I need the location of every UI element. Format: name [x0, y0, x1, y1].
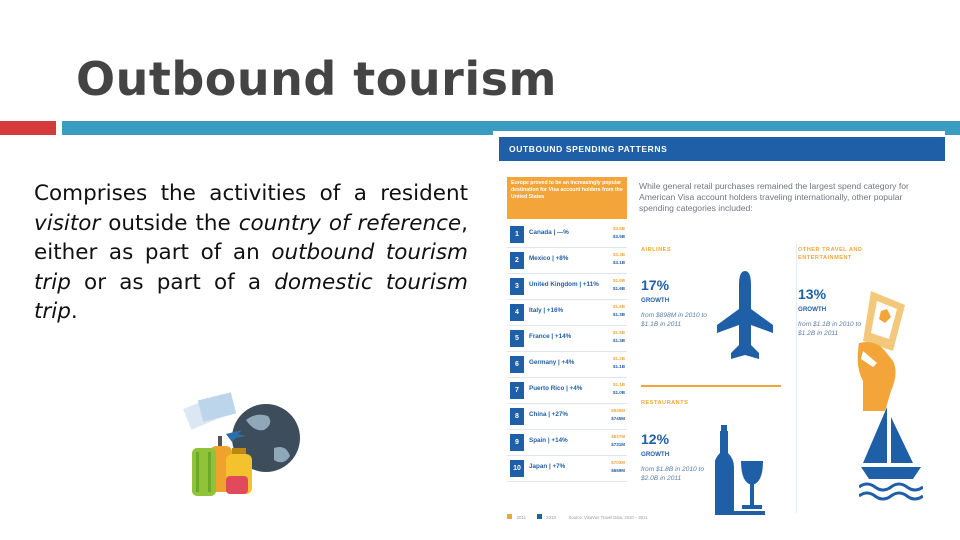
airlines-growth: GROWTH — [641, 297, 670, 304]
infographic-header: OUTBOUND SPENDING PATTERNS — [499, 137, 945, 161]
country-label: Mexico | +8% — [529, 255, 569, 262]
wine-bottle-glass-icon — [715, 425, 769, 517]
list-item — [507, 352, 627, 378]
rank-number: 6 — [510, 356, 524, 373]
value-2010: $1.3B — [612, 338, 625, 343]
intro-text: While general retail purchases remained the largest spend category for American Visa account holders traveling internationally, other popular spending categories included: — [639, 181, 909, 214]
list-item — [507, 274, 627, 300]
value-2011: $3.5B — [612, 226, 625, 231]
accent-bar-red — [0, 121, 56, 135]
country-label: Japan | +7% — [529, 463, 566, 470]
list-item — [507, 222, 627, 248]
airlines-pct: 17% — [641, 277, 670, 293]
country-label: Canada | —% — [529, 229, 569, 236]
slide-body-text: Comprises the activities of a resident visitor outside the country of reference, either as part of an outbound tourism trip or as part of a domestic tourism trip. — [34, 181, 469, 324]
country-label: Puerto Rico | +4% — [529, 385, 583, 392]
value-2011: $1.1B — [612, 382, 625, 387]
country-label: Germany | +4% — [529, 359, 575, 366]
list-item — [507, 248, 627, 274]
restaurants-range: from $1.8B in 2010 to $2.0B in 2011 — [641, 466, 705, 482]
country-label: Spain | +14% — [529, 437, 568, 444]
sailboat-icon — [859, 407, 923, 501]
ticket-hand-icon — [855, 291, 913, 415]
value-2011: $945M — [611, 408, 625, 413]
value-2011: $1.9B — [612, 278, 625, 283]
outbound-spending-infographic — [493, 131, 945, 522]
source-note: Source: VisaVue Travel Data, 2010 – 2011 — [568, 515, 648, 520]
other-pct: 13% — [798, 286, 827, 302]
slide-title: Outbound tourism — [76, 52, 557, 106]
value-2011: $1.6B — [612, 304, 625, 309]
rank-number: 7 — [510, 382, 524, 399]
list-item — [507, 326, 627, 352]
rank-number: 3 — [510, 278, 524, 295]
other-label: OTHER TRAVEL AND ENTERTAINMENT — [798, 247, 863, 261]
rank-number: 1 — [510, 226, 524, 243]
rank-number: 2 — [510, 252, 524, 269]
legend-swatch-2010 — [537, 514, 542, 519]
list-item — [507, 378, 627, 404]
divider-orange — [641, 385, 781, 387]
list-item — [507, 300, 627, 326]
country-label: Italy | +16% — [529, 307, 564, 314]
value-2011: $1.5B — [612, 330, 625, 335]
restaurants-label: RESTAURANTS — [641, 400, 689, 406]
rank-number: 9 — [510, 434, 524, 451]
value-2010: $659M — [611, 468, 625, 473]
divider-vertical — [796, 243, 797, 513]
value-2010: $731M — [611, 442, 625, 447]
airplane-icon — [715, 269, 775, 369]
list-item — [507, 430, 627, 456]
airlines-range: from $898M in 2010 to $1.1B in 2011 — [641, 312, 707, 328]
country-ranking-list — [507, 222, 627, 482]
value-2011: $837M — [611, 434, 625, 439]
list-item — [507, 456, 627, 482]
value-2010: $1.0B — [612, 390, 625, 395]
luggage-globe-icon — [178, 392, 304, 504]
value-2010: $745M — [611, 416, 625, 421]
country-label: China | +27% — [529, 411, 569, 418]
other-range: from $1.1B in 2010 to $1.2B in 2011 — [798, 321, 862, 337]
legend-label-2010: 2010 — [546, 515, 557, 520]
restaurants-growth: GROWTH — [641, 451, 670, 458]
europe-callout: Europe proved to be an increasingly popular destination for Visa account holders from the United States — [507, 177, 627, 219]
value-2010: $1.1B — [612, 364, 625, 369]
value-2010: $1.3B — [612, 312, 625, 317]
country-label: United Kingdom | +11% — [529, 281, 599, 288]
rank-number: 10 — [510, 460, 524, 477]
value-2010: $1.6B — [612, 286, 625, 291]
other-growth: GROWTH — [798, 306, 827, 313]
legend-label-2011: 2011 — [516, 515, 527, 520]
rank-number: 8 — [510, 408, 524, 425]
value-2010: $3.1B — [612, 260, 625, 265]
rank-number: 4 — [510, 304, 524, 321]
restaurants-pct: 12% — [641, 431, 670, 447]
value-2011: $3.3B — [612, 252, 625, 257]
value-2011: $1.2B — [612, 356, 625, 361]
country-label: France | +14% — [529, 333, 572, 340]
legend-swatch-2011 — [507, 514, 512, 519]
list-item — [507, 404, 627, 430]
value-2011: $703M — [611, 460, 625, 465]
airlines-label: AIRLINES — [641, 247, 672, 253]
value-2010: $3.5B — [612, 234, 625, 239]
rank-number: 5 — [510, 330, 524, 347]
legend — [507, 506, 647, 522]
